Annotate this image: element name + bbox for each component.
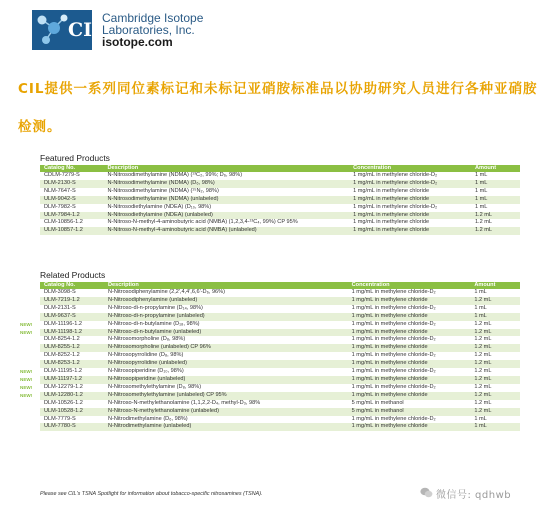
description-cell: N-Nitrosodiphenylamine (unlabeled): [104, 297, 348, 305]
catalog-no-cell: DLM-10526-1.2: [44, 399, 83, 406]
description-cell: N-Nitroso-di-n-propylamine (D₁₄, 98%): [107, 304, 203, 311]
amount-cell: 1 mL: [470, 423, 520, 431]
amount-cell: 1.2 mL: [471, 212, 520, 220]
concentration-cell: 1 mg/mL in methylene chloride: [348, 297, 471, 305]
concentration-cell: 1 mg/mL in methylene chloride-D₂: [351, 415, 436, 422]
table-row: [40, 384, 520, 392]
catalog-no-cell: DLM-12279-1.2: [44, 383, 83, 390]
amount-cell: 1.2 mL: [474, 352, 492, 359]
catalog-no-cell: ULM-12280-1.2: [40, 392, 104, 400]
concentration-cell: 1 mg/mL in methylene chloride-D₂: [349, 180, 471, 188]
catalog-no-cell: ULM-8253-1.2: [40, 360, 104, 368]
table-row: [40, 289, 520, 297]
amount-cell: 1 mL: [470, 313, 520, 321]
catalog-no-cell: ULM-7780-S: [40, 423, 104, 431]
catalog-no-cell: CDLM-7279-S: [44, 172, 80, 178]
amount-cell: 1.2 mL: [470, 329, 520, 337]
description-cell: N-Nitrosomorpholine (unlabeled) CP 96%: [104, 344, 348, 352]
table-row: [40, 188, 520, 196]
table-row: [40, 329, 520, 337]
catalog-no-cell: ULM-10857-1.2: [40, 227, 103, 235]
concentration-cell: 1 mg/mL in methylene chloride: [348, 313, 471, 321]
table-row: [40, 305, 520, 313]
catalog-no-cell: ULM-7984-1.2: [40, 212, 103, 220]
description-cell: N-Nitrosodimethylamine (NDMA) (¹⁵N₂, 98%): [107, 187, 219, 194]
related-products-table: [40, 282, 520, 431]
concentration-header: Concentration: [348, 282, 471, 289]
concentration-cell: 5 mg/mL in methanol: [351, 399, 404, 406]
cil-logo: [32, 10, 106, 50]
amount-cell: 1.2 mL: [474, 399, 492, 406]
catalog-no-cell: ULM-11198-1.2: [40, 329, 104, 337]
amount-cell: 1.2 mL: [474, 219, 493, 226]
table-row: [40, 376, 520, 384]
concentration-cell: 1 mg/mL in methylene chloride: [348, 392, 471, 400]
company-header: [32, 10, 332, 54]
description-cell: N-Nitrosodiethylamine (NDEA) (D₁₀, 98%): [107, 203, 212, 210]
tagline: CIL提供一系列同位素标记和未标记亚硝胺标准品以协助研究人员进行各种亚硝胺检测。: [18, 81, 538, 135]
description-cell: N-Nitrodimethylamine (unlabeled): [104, 423, 348, 431]
catalog-no-cell: DLM-7779-S: [44, 415, 76, 422]
featured-products-title: Featured Products: [40, 153, 110, 163]
description-cell: N-Nitrosodimethylamine (NDMA) (D₆, 98%): [103, 180, 349, 188]
amount-cell: 1.2 mL: [470, 408, 520, 416]
description-cell: N-Nitrosomorpholine (D₈, 98%): [107, 336, 186, 343]
concentration-cell: 1 mg/mL in methylene chloride-D₂: [351, 383, 436, 390]
description-cell: N-Nitrosopiperidine (D₁₀, 98%): [107, 368, 184, 375]
table-row: [40, 400, 520, 408]
amount-header: Amount: [471, 165, 520, 172]
logo-text: CIL: [68, 19, 106, 41]
description-cell: N-Nitrodimethylamine (D₆, 98%): [107, 415, 188, 422]
catalog-no-cell: DLM-7982-S: [44, 203, 76, 210]
featured-products-table: [40, 165, 520, 235]
amount-cell: 1.2 mL: [474, 383, 492, 390]
description-cell: N-Nitroso-di-n-butylamine (D₁₈, 98%): [107, 320, 200, 327]
catalog-no-cell: DLM-2130-S: [40, 180, 103, 188]
amount-cell: 1.2 mL: [474, 336, 492, 343]
concentration-cell: 1 mg/mL in methylene chloride-D₂: [351, 368, 436, 375]
table-row: [40, 352, 520, 360]
description-cell: N-Nitrosodimethylamine (NDMA) (unlabeled): [103, 196, 349, 204]
table-row: [40, 172, 520, 180]
company-website[interactable]: isotope.com: [102, 35, 173, 49]
table-row: [40, 204, 520, 212]
amount-header: Amount: [470, 282, 520, 289]
amount-cell: 1.2 mL: [470, 360, 520, 368]
catalog-no-header: Catalog No.: [40, 165, 103, 172]
concentration-cell: 1 mg/mL in methylene chloride: [348, 360, 471, 368]
table-header-row: [40, 282, 520, 289]
amount-cell: 1 mL: [474, 304, 487, 311]
concentration-cell: 1 mg/mL in methylene chloride: [353, 187, 430, 194]
table-row: [40, 321, 520, 329]
concentration-cell: 1 mg/mL in methylene chloride: [348, 376, 471, 384]
amount-cell: 1 mL: [474, 415, 487, 422]
description-cell: N-Nitrosodiethylamine (NDEA) (unlabeled): [103, 212, 349, 220]
catalog-no-cell: DLM-2131-S: [44, 304, 76, 311]
amount-cell: 1 mL: [474, 172, 488, 178]
description-header: Description: [103, 165, 349, 172]
description-cell: N-Nitrosopiperidine (unlabeled): [104, 376, 348, 384]
concentration-cell: 1 mg/mL in methylene chloride-D₂: [351, 352, 436, 359]
concentration-cell: 1 mg/mL in methylene chloride: [353, 219, 430, 226]
concentration-cell: 1 mg/mL in methylene chloride-D₂: [351, 320, 436, 327]
amount-cell: 1.2 mL: [470, 392, 520, 400]
table-row: [40, 212, 520, 220]
table-row: [40, 360, 520, 368]
table-row: [40, 180, 520, 188]
concentration-cell: 1 mg/mL in methylene chloride: [348, 329, 471, 337]
new-badge: NEW!: [20, 385, 33, 390]
table-row: [40, 297, 520, 305]
concentration-cell: 5 mg/mL in methanol: [348, 408, 471, 416]
new-badge: NEW!: [20, 393, 33, 398]
concentration-cell: 1 mg/mL in methylene chloride: [349, 196, 471, 204]
concentration-cell: 1 mg/mL in methylene chloride: [349, 227, 471, 235]
amount-cell: 1.2 mL: [470, 344, 520, 352]
description-cell: N-Nitrosopyrrolidine (D₈, 98%): [107, 352, 184, 359]
new-badge: NEW!: [20, 330, 33, 335]
amount-cell: 1.2 mL: [470, 376, 520, 384]
table-row: [40, 336, 520, 344]
amount-cell: 1 mL: [474, 203, 488, 210]
table-row: [40, 219, 520, 227]
catalog-no-cell: ULM-11197-1.2: [40, 376, 104, 384]
footnote: Please see CIL's TSNA Spotlight for information about tobacco-specific nitrosamines (TSNA).: [40, 491, 263, 497]
table-row: [40, 392, 520, 400]
table-row: [40, 368, 520, 376]
catalog-no-cell: ULM-9637-S: [40, 313, 104, 321]
description-cell: N-Nitroso-N-methyl-4-aminobutyric acid (NMBA) (1,2,3,4-¹³C₄, 99%) CP 95%: [107, 219, 298, 226]
watermark: 微信号: qdhwb: [436, 490, 512, 501]
amount-cell: 1 mL: [471, 180, 520, 188]
description-header: Description: [104, 282, 348, 289]
concentration-header: Concentration: [349, 165, 471, 172]
new-badge: NEW!: [20, 369, 33, 374]
table-row: [40, 423, 520, 431]
amount-cell: 1.2 mL: [470, 297, 520, 305]
catalog-no-cell: DLM-8252-1.2: [44, 352, 80, 359]
catalog-no-cell: DLM-3098-S: [44, 289, 76, 295]
description-cell: N-Nitroso-di-n-butylamine (unlabeled): [104, 329, 348, 337]
concentration-cell: 1 mg/mL in methylene chloride-D₂: [351, 304, 436, 311]
amount-cell: 1.2 mL: [474, 368, 492, 375]
new-badge: NEW!: [20, 377, 33, 382]
table-row: [40, 416, 520, 424]
catalog-no-cell: ULM-10528-1.2: [40, 408, 104, 416]
concentration-cell: 1 mg/mL in methylene chloride-D₂: [351, 336, 436, 343]
description-cell: N-Nitroso-N-methyl-4-aminobutyric acid (NMBA) (unlabeled): [103, 227, 349, 235]
amount-cell: 1 mL: [471, 196, 520, 204]
description-cell: N-Nitroso-N-methylethanolamine (1,1,2,2-D₄, methyl-D₃, 98%: [107, 399, 261, 406]
company-name: [102, 12, 203, 48]
description-cell: N-Nitroso-N-methylethanolamine (unlabeled): [104, 408, 348, 416]
catalog-no-cell: DLM-11196-1.2: [44, 320, 83, 327]
amount-cell: 1 mL: [474, 289, 487, 295]
description-cell: N-Nitrosodiphenylamine (2,2′,4,4′,6,6′-D₆, 96%): [107, 289, 226, 295]
description-cell: N-Nitrosodimethylamine (NDMA) (¹³C₂, 99%; D₆, 98%): [107, 172, 243, 178]
catalog-no-cell: ULM-7219-1.2: [40, 297, 104, 305]
amount-cell: 1 mL: [474, 187, 488, 194]
description-cell: N-Nitrosomethylethylamine (D₈, 98%): [107, 383, 202, 390]
catalog-no-cell: ULM-8255-1.2: [40, 344, 104, 352]
wechat-icon: [420, 487, 433, 498]
amount-cell: 1.2 mL: [471, 227, 520, 235]
catalog-no-cell: ULM-9042-S: [40, 196, 103, 204]
company-line-2: Laboratories, Inc.: [102, 23, 195, 37]
amount-cell: 1.2 mL: [474, 320, 492, 327]
new-badge: NEW!: [20, 322, 33, 327]
catalog-no-header: Catalog No.: [40, 282, 104, 289]
concentration-cell: 1 mg/mL in methylene chloride-D₂: [353, 172, 438, 178]
table-header-row: [40, 165, 520, 172]
catalog-no-cell: DLM-11195-1.2: [44, 368, 83, 375]
concentration-cell: 1 mg/mL in methylene chloride: [349, 212, 471, 220]
concentration-cell: 1 mg/mL in methylene chloride: [348, 344, 471, 352]
description-cell: N-Nitrosomethylethylamine (unlabeled) CP 95%: [104, 392, 348, 400]
table-row: [40, 196, 520, 204]
table-row: [40, 344, 520, 352]
related-products-title: Related Products: [40, 270, 106, 280]
concentration-cell: 1 mg/mL in methylene chloride-D₂: [351, 289, 436, 295]
table-row: [40, 313, 520, 321]
catalog-no-cell: DLM-8254-1.2: [44, 336, 80, 343]
concentration-cell: 1 mg/mL in methylene chloride-D₂: [353, 203, 438, 210]
table-row: [40, 227, 520, 235]
description-cell: N-Nitroso-di-n-propylamine (unlabeled): [104, 313, 348, 321]
company-line-1: Cambridge Isotope: [102, 11, 204, 25]
catalog-no-cell: NLM-7647-S: [44, 187, 76, 194]
table-row: [40, 408, 520, 416]
description-cell: N-Nitrosopyrrolidine (unlabeled): [104, 360, 348, 368]
catalog-no-cell: CLM-10856-1.2: [44, 219, 83, 226]
concentration-cell: 1 mg/mL in methylene chloride: [348, 423, 471, 431]
